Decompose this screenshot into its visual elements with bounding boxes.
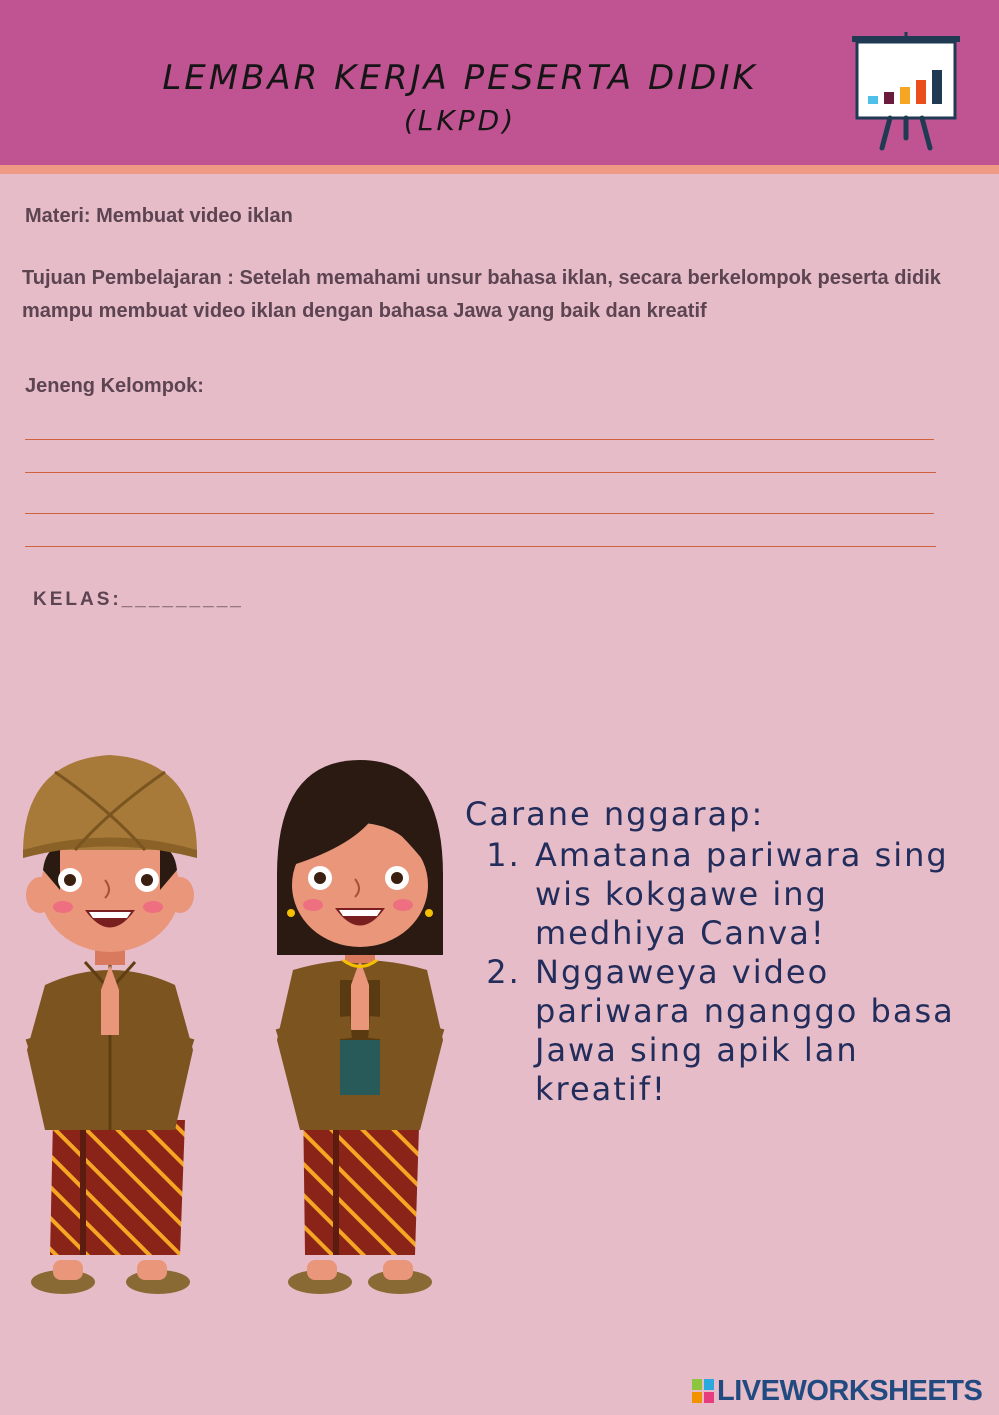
- materi-text: Materi: Membuat video iklan: [25, 205, 293, 227]
- instructions-block: [465, 795, 975, 1109]
- javanese-boy-illustration: [15, 750, 205, 1300]
- liveworksheets-brand: [692, 1374, 982, 1408]
- instructions-heading: Carane nggarap:: [465, 795, 765, 833]
- tujuan-text: Tujuan Pembelajaran : Setelah memahami unsur bahasa iklan, secara berkelompok peserta didik mampu membuat video iklan dengan bahasa Jawa yang baik dan kreatif: [22, 267, 941, 322]
- page-title: LEMBAR KERJA PESERTA DIDIK: [162, 58, 758, 98]
- page-subtitle: (LKPD): [403, 104, 517, 137]
- javanese-girl-illustration: [265, 755, 455, 1300]
- instruction-step-2: 2. Nggaweya video pariwara nganggo basa Jawa sing apik lan kreatif!: [533, 953, 975, 1109]
- answer-line-2[interactable]: [25, 472, 936, 473]
- answer-line-1[interactable]: [25, 439, 934, 440]
- jeneng-kelompok-label: Jeneng Kelompok:: [25, 375, 204, 397]
- answer-line-3[interactable]: [25, 513, 934, 514]
- instruction-step-1: 1. Amatana pariwara sing wis kokgawe ing medhiya Canva!: [533, 836, 975, 953]
- answer-line-4[interactable]: [25, 546, 936, 547]
- kelas-field[interactable]: KELAS:_________: [33, 589, 244, 610]
- presentation-board-chart-icon: [850, 32, 962, 152]
- header-stripe: [0, 165, 999, 174]
- instructions-list: [465, 836, 975, 1109]
- brand-text: LIVEWORKSHEETS: [717, 1374, 983, 1407]
- liveworksheets-logo-icon: [692, 1379, 714, 1403]
